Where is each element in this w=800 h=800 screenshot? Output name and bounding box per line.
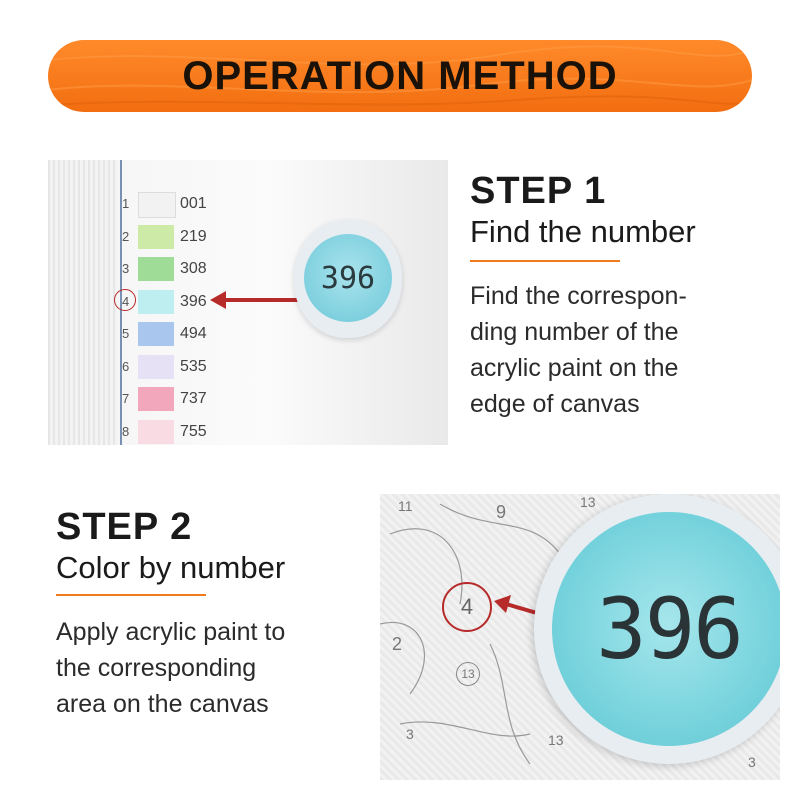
step2-photo: [380, 494, 780, 780]
color-code: 535: [180, 357, 207, 375]
row-index: 5: [122, 326, 130, 341]
color-swatch: [138, 192, 176, 218]
canvas-number: 11: [398, 498, 413, 514]
step1-desc-line: acrylic paint on the: [470, 354, 679, 382]
color-swatch: [138, 225, 174, 249]
row-index: 2: [122, 228, 130, 244]
header-banner: [48, 40, 752, 112]
step2-subtitle: Color by number: [56, 550, 286, 585]
color-code: 308: [180, 260, 207, 277]
step2-title: STEP 2: [56, 506, 193, 548]
highlight-circle: 4: [442, 582, 492, 632]
color-code: 396: [180, 292, 207, 310]
paint-cup-lid: [304, 234, 392, 322]
color-swatch: [138, 355, 174, 379]
color-code: 001: [180, 195, 207, 212]
step1-divider: [470, 260, 620, 262]
step1-photo: [48, 160, 448, 445]
row-index: 4: [122, 293, 130, 309]
step2-desc-line: area on the canvas: [56, 690, 269, 718]
banner-title: OPERATION METHOD: [182, 53, 618, 98]
canvas-number: 13: [456, 662, 480, 686]
canvas-number: 13: [580, 494, 596, 510]
color-swatch: [138, 420, 174, 444]
step1-title: STEP 1: [470, 170, 607, 212]
step1-desc-line: edge of canvas: [470, 390, 640, 418]
color-code: 737: [180, 390, 207, 407]
row-index: 1: [122, 196, 130, 211]
color-swatch: [138, 387, 174, 411]
step1-subtitle: Find the number: [470, 214, 696, 249]
pointer-arrow-icon: [208, 290, 308, 310]
paint-cup: [294, 220, 402, 338]
color-code: 494: [180, 325, 207, 342]
step2-description: [56, 614, 285, 722]
step2-divider: [56, 594, 206, 596]
color-swatch: [138, 290, 174, 314]
color-swatch: [138, 257, 174, 281]
paint-cup-number: 396: [596, 580, 742, 678]
row-index: 8: [122, 423, 130, 439]
canvas-number: 9: [496, 502, 507, 522]
canvas-number: 13: [548, 732, 564, 748]
row-index: 3: [122, 261, 130, 276]
color-code: 755: [180, 422, 207, 440]
canvas-edge: [48, 160, 118, 445]
canvas-number: 2: [392, 634, 403, 654]
color-code: 219: [180, 227, 207, 245]
paint-cup-number: 396: [320, 260, 376, 296]
canvas-number: 3: [406, 726, 414, 742]
canvas-number: 3: [748, 754, 756, 770]
step1-desc-line: Find the correspon-: [470, 282, 687, 310]
step2-desc-line: the corresponding: [56, 654, 257, 682]
row-index: 7: [122, 391, 130, 406]
color-swatch: [138, 322, 174, 346]
step1-description: [470, 278, 687, 422]
step1-desc-line: ding number of the: [470, 318, 679, 346]
row-index: 6: [122, 358, 130, 374]
paint-cup-lid: [552, 512, 780, 746]
step2-desc-line: Apply acrylic paint to: [56, 618, 286, 646]
